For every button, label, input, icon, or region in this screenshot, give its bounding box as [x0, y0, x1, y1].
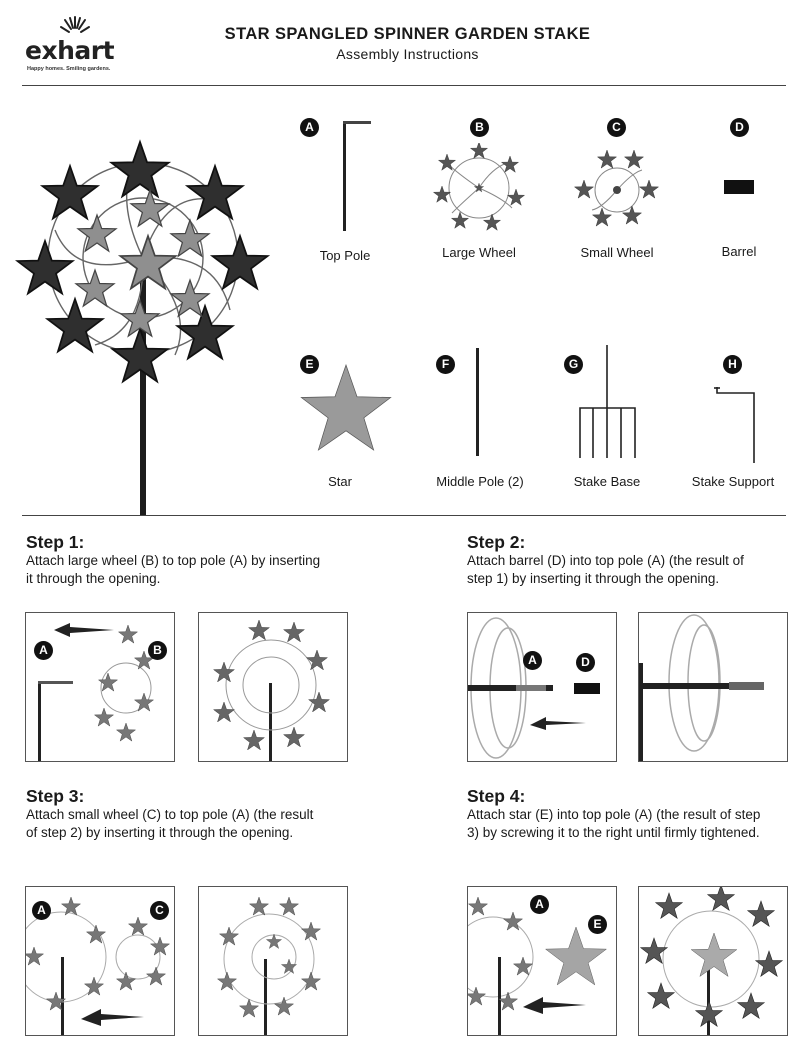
step-3-text: Attach small wheel (C) to top pole (A) (the result of step 2) by inserting it through the opening. — [26, 807, 314, 840]
part-badge-g: G — [564, 355, 583, 374]
part-label-middle-pole: Middle Pole (2) — [436, 474, 524, 489]
step-2-photo-before — [467, 612, 617, 762]
page-subtitle: Assembly Instructions — [336, 46, 479, 62]
part-label-stake-support: Stake Support — [691, 474, 775, 489]
brand-logo — [22, 14, 117, 74]
small-wheel-drawing — [572, 148, 662, 238]
part-label-large-wheel: Large Wheel — [442, 245, 516, 260]
callout-a: A — [530, 895, 549, 914]
step-4-photo-after — [638, 886, 788, 1036]
brand-name: exhart — [25, 36, 115, 65]
step-1-photo-before — [25, 612, 175, 762]
part-badge-c: C — [607, 118, 626, 137]
part-badge-f: F — [436, 355, 455, 374]
stake-base-drawing — [575, 345, 640, 465]
step-3-photo-before — [25, 886, 175, 1036]
callout-b: B — [148, 641, 167, 660]
part-label-stake-base: Stake Base — [573, 474, 641, 489]
part-badge-a: A — [300, 118, 319, 137]
step-4-text: Attach star (E) into top pole (A) (the result of step 3) by screwing it to the right until firmly tightened. — [467, 807, 761, 840]
stake-support-drawing — [712, 385, 762, 470]
part-label-small-wheel: Small Wheel — [580, 245, 654, 260]
large-wheel-drawing — [432, 143, 527, 238]
part-badge-h: H — [723, 355, 742, 374]
part-badge-b: B — [470, 118, 489, 137]
part-label-top-pole: Top Pole — [319, 248, 371, 263]
top-pole-drawing — [335, 118, 375, 238]
part-badge-d: D — [730, 118, 749, 137]
callout-c: C — [150, 901, 169, 920]
step-3-photo-after — [198, 886, 348, 1036]
star-drawing — [296, 364, 396, 464]
part-label-star: Star — [328, 474, 352, 489]
callout-a: A — [34, 641, 53, 660]
step-1-photo-after — [198, 612, 348, 762]
step-1-text: Attach large wheel (B) to top pole (A) by inserting it through the opening. — [26, 553, 321, 586]
step-4-title: Step 4: — [467, 786, 526, 806]
middle-pole-drawing — [476, 348, 479, 456]
step-2-text: Attach barrel (D) into top pole (A) (the result of step 1) by inserting it through the opening. — [467, 553, 744, 586]
parts-divider — [22, 515, 786, 516]
step-2-photo-after — [638, 612, 788, 762]
callout-e: E — [588, 915, 607, 934]
step-3-title: Step 3: — [26, 786, 85, 806]
callout-d: D — [576, 653, 595, 672]
step-1-title: Step 1: — [26, 532, 85, 552]
part-label-barrel: Barrel — [721, 244, 757, 259]
callout-a: A — [32, 901, 51, 920]
callout-a: A — [523, 651, 542, 670]
brand-tagline: Happy homes. Smiling gardens. — [27, 66, 111, 72]
page-title: STAR SPANGLED SPINNER GARDEN STAKE — [224, 25, 591, 43]
barrel-drawing — [724, 180, 754, 194]
part-badge-e: E — [300, 355, 319, 374]
assembled-spinner-illustration — [15, 130, 275, 515]
step-4-photo-before — [467, 886, 617, 1036]
step-2-title: Step 2: — [467, 532, 526, 552]
header-divider — [22, 85, 786, 86]
